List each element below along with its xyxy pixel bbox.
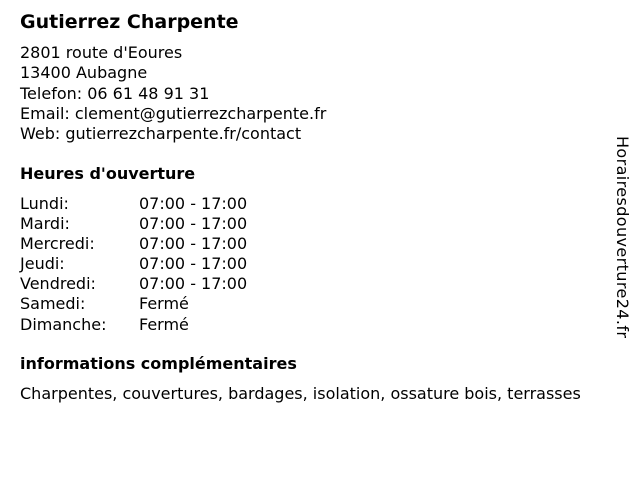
phone-number[interactable]: Telefon: 06 61 48 91 31 (20, 83, 210, 103)
day-label: Lundi: (20, 194, 69, 213)
hours-row-friday (20, 274, 247, 294)
website-link[interactable]: Web: gutierrezcharpente.fr/contact (20, 124, 302, 144)
hours-value: 07:00 - 17:00 (139, 194, 248, 213)
hours-value: Fermé (139, 294, 189, 314)
contact-details (20, 43, 326, 144)
email-address[interactable]: Email: clement@gutierrezcharpente.fr (20, 103, 327, 123)
hours-row-tuesday (20, 214, 247, 234)
hours-value: 07:00 - 17:00 (139, 254, 248, 274)
hours-value: 07:00 - 17:00 (139, 214, 248, 234)
hours-value: 07:00 - 17:00 (139, 234, 248, 254)
day-label: Mercredi: (20, 234, 95, 254)
hours-row-monday (20, 194, 247, 214)
day-label: Vendredi: (20, 274, 96, 294)
hours-value: 07:00 - 17:00 (139, 274, 248, 294)
business-name: Gutierrez Charpente (20, 11, 239, 33)
day-label: Mardi: (20, 214, 70, 234)
site-watermark: Horairesdouverture24.fr (613, 136, 632, 339)
opening-hours-heading: Heures d'ouverture (20, 164, 196, 183)
hours-row-thursday (20, 254, 247, 274)
address-street: 2801 route d'Eoures (20, 43, 183, 62)
additional-info-text: Charpentes, couvertures, bardages, isolation, ossature bois, terrasses (20, 384, 581, 403)
hours-row-saturday (20, 294, 247, 314)
hours-value: Fermé (139, 314, 189, 334)
day-label: Samedi: (20, 294, 86, 314)
address-city: 13400 Aubagne (20, 63, 148, 83)
day-label: Dimanche: (20, 314, 107, 334)
additional-info-heading: informations complémentaires (20, 354, 297, 373)
hours-row-wednesday (20, 234, 247, 254)
hours-row-sunday (20, 315, 247, 335)
day-label: Jeudi: (20, 254, 65, 274)
opening-hours-table (20, 194, 247, 335)
